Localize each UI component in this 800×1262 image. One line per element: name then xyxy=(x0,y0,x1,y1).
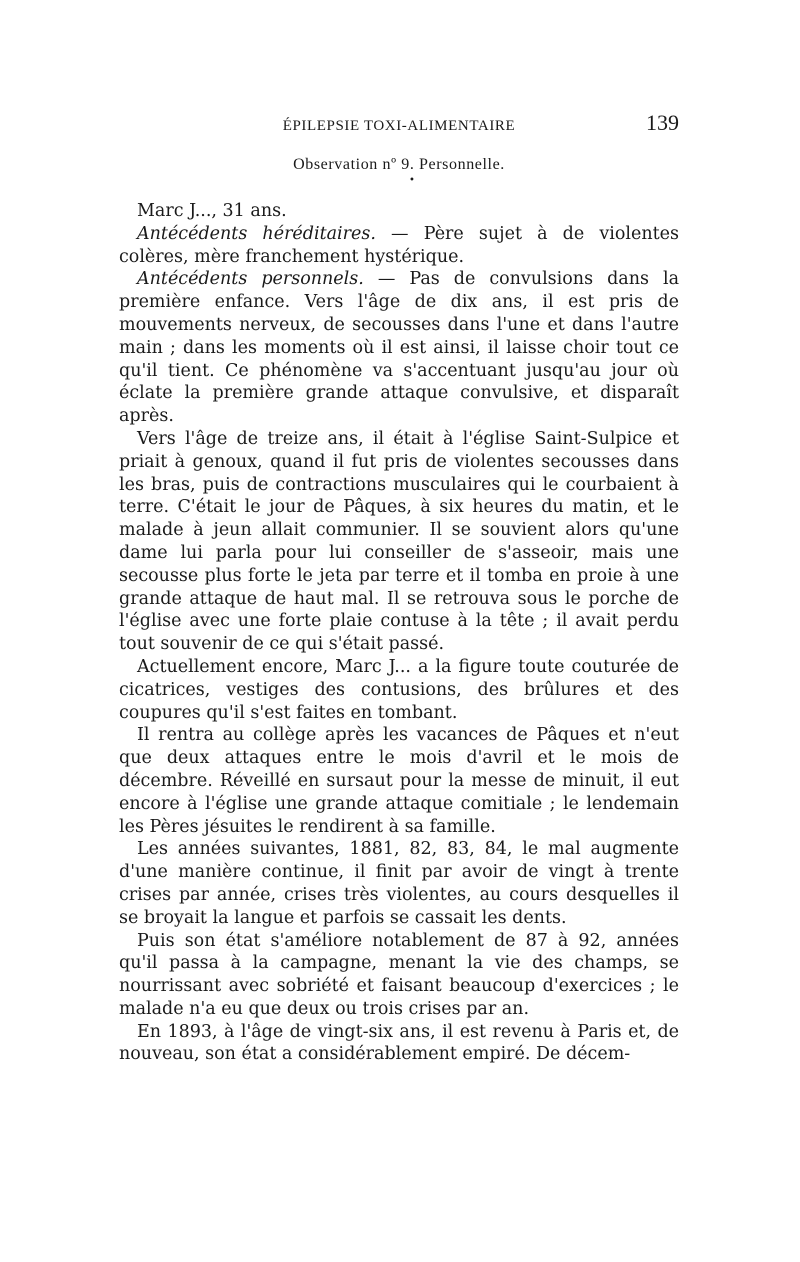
printer-mark: • xyxy=(409,175,415,186)
paragraph-text: Puis son état s'améliore notablement de 87 à 92, années qu'il passa à la campagne, menant la vie des champs, se nourrissant avec sobriété et faisant beaucoup d'exercices ; le malade n'a eu que deux ou trois crises par an. xyxy=(119,930,679,1019)
paragraph-text: Les années suivantes, 1881, 82, 83, 84, le mal augmente d'une manière continue, il finit par avoir de vingt à trente crises par année, crises très violentes, au cours desquelles il se broyait la langue et parfois se cassait les dents. xyxy=(119,839,679,928)
paragraph-paris xyxy=(119,1021,679,1067)
paragraph-text: Actuellement encore, Marc J... a la figure toute couturée de cicatrices, vestiges des contusions, des brûlures et des coupures qu'il s'est faites en tombant. xyxy=(119,656,679,723)
paragraph-text: Il rentra au collège après les vacances de Pâques et n'eut que deux attaques entre le mois d'avril et le mois de décembre. Réveillé en sursaut pour la messe de minuit, il eut encore à l'église une grande attaque comitiale ; le lendemain les Pères jésuites le rendirent à sa famille. xyxy=(119,725,679,837)
paragraph-college xyxy=(119,724,679,838)
page-number: 139 xyxy=(646,110,679,135)
book-page xyxy=(119,108,679,1066)
paragraph-first-attack xyxy=(119,428,679,656)
running-title: ÉPILEPSIE TOXI-ALIMENTAIRE xyxy=(282,118,516,134)
paragraph-hereditary xyxy=(119,223,679,269)
paragraph-personal xyxy=(119,268,679,428)
observation-title: Observation nº 9. Personnelle. xyxy=(293,156,505,173)
section-lead: Antécédents personnels. xyxy=(137,269,364,290)
paragraph-following-years xyxy=(119,838,679,929)
paragraph-improvement xyxy=(119,930,679,1021)
section-lead: Antécédents héréditaires. xyxy=(137,223,376,244)
paragraph-text: Marc J..., 31 ans. xyxy=(137,201,287,221)
paragraph-text: — Père sujet à de violentes colères, mère franchement hystérique. xyxy=(119,223,679,267)
paragraph-patient xyxy=(119,200,679,223)
paragraph-text: Vers l'âge de treize ans, il était à l'église Saint-Sulpice et priait à genoux, quand il fut pris de violentes secousses dans les bras, puis de contractions musculaires qui le courbaient à terre. C'était le jour de Pâques, à six heures du matin, et le malade à jeun allait communier. Il se souvient alors qu'une dame lui parla pour lui conseiller de s'asseoir, mais une secousse plus forte le jeta par terre et il tomba en proie à une grande attaque de haut mal. Il se retrouva sous le porche de l'église avec une forte plaie contuse à la tête ; il avait perdu tout souvenir de ce qui s'était passé. xyxy=(119,428,679,655)
running-head xyxy=(119,108,679,148)
paragraph-text: En 1893, à l'âge de vingt-six ans, il est revenu à Paris et, de nouveau, son état a considérablement empiré. De décem- xyxy=(119,1021,679,1065)
body-text xyxy=(119,200,679,1066)
paragraph-text: — Pas de convulsions dans la première enfance. Vers l'âge de dix ans, il est pris de mouvements nerveux, de secousses dans l'une et dans l'autre main ; dans les moments où il est ainsi, il laisse choir tout ce qu'il tient. Ce phénomène va s'accentuant jusqu'au jour où éclate la première grande attaque convulsive, et disparaît après. xyxy=(119,269,679,427)
paragraph-scars xyxy=(119,656,679,724)
